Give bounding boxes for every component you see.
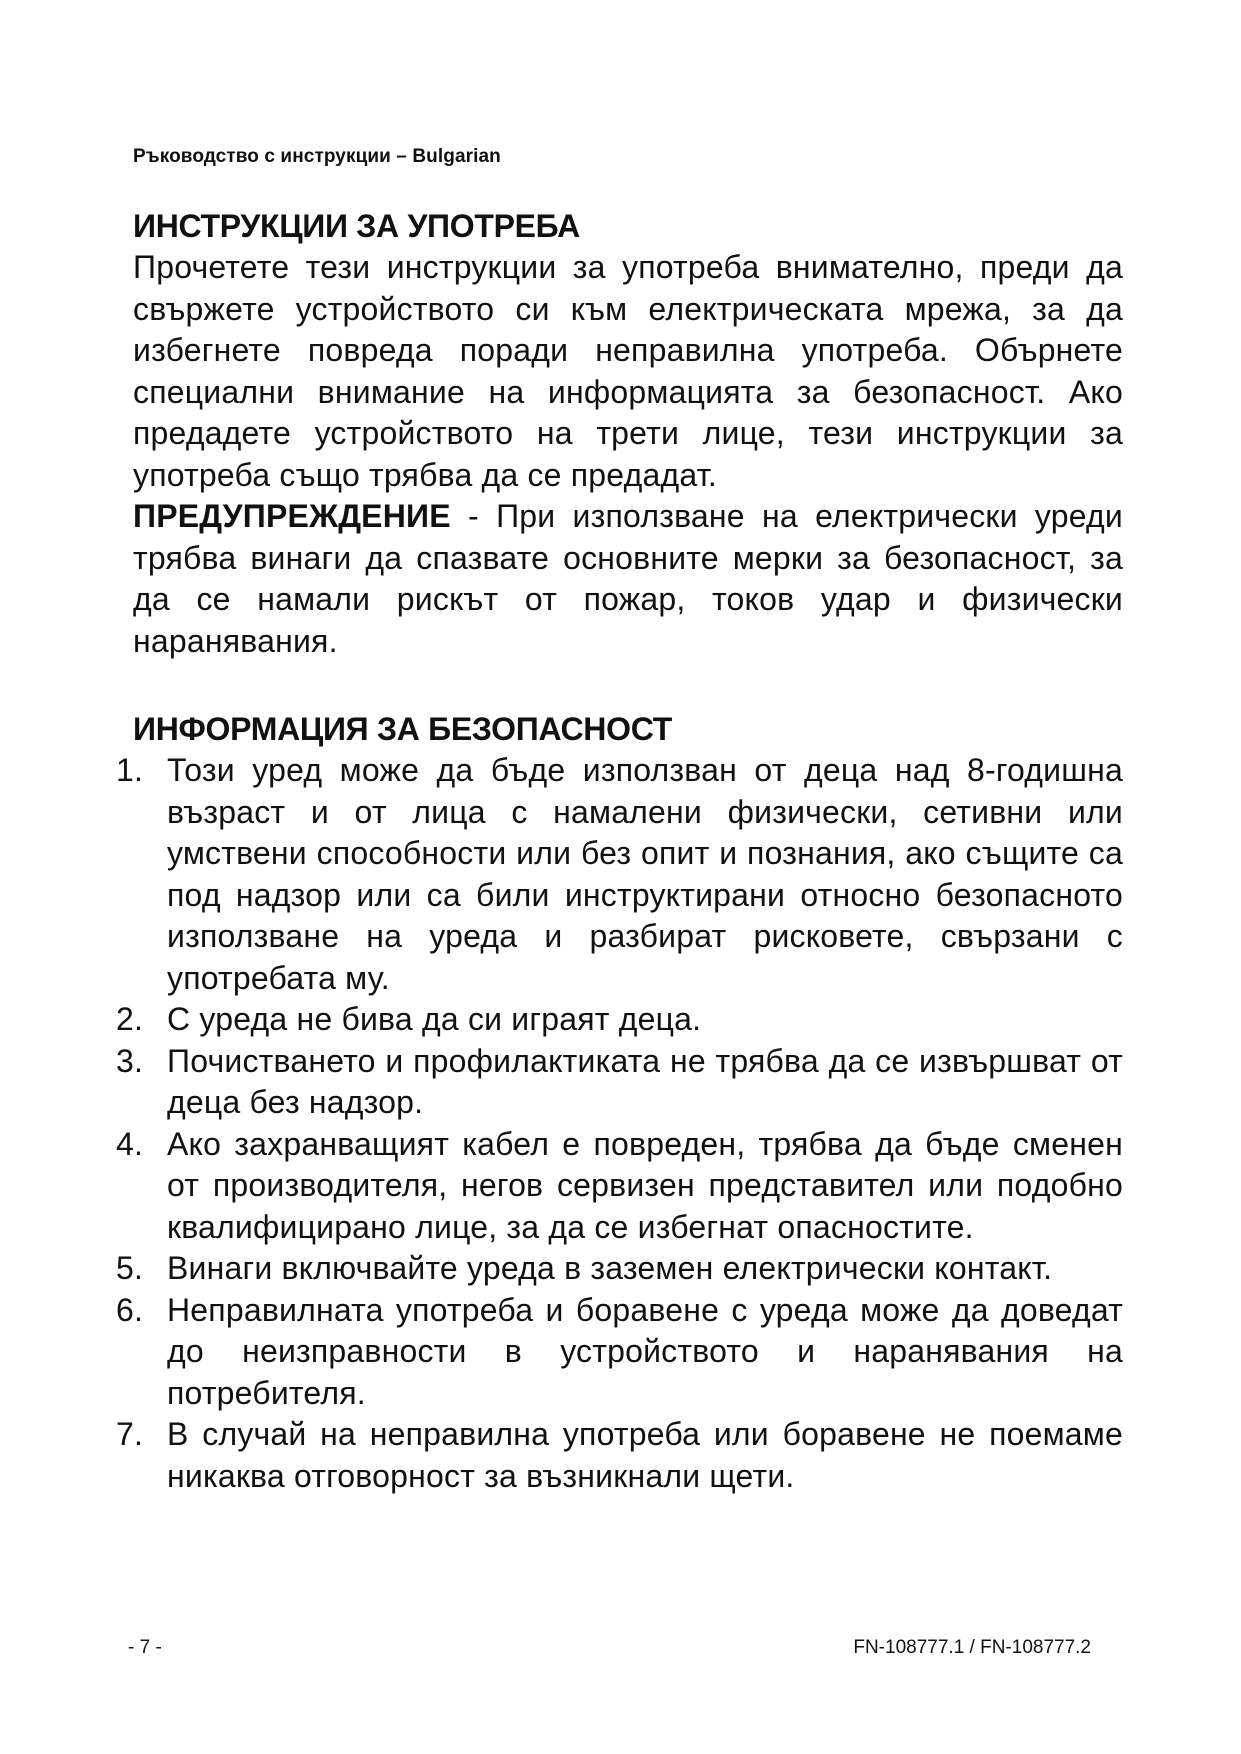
safety-item-2	[116, 999, 1123, 1041]
safety-list	[116, 750, 1123, 1497]
page-number: - 7 -	[128, 1637, 162, 1658]
safety-item-4	[116, 1124, 1123, 1249]
safety-item-text: С уреда не бива да си играят деца.	[167, 1001, 702, 1037]
safety-item-number: 2.	[116, 1001, 144, 1037]
safety-item-6	[116, 1290, 1123, 1415]
instructions-title: ИНСТРУКЦИИ ЗА УПОТРЕБА	[133, 208, 580, 244]
section-spacer	[133, 662, 1123, 708]
safety-item-text: Неправилната употреба и боравене с уреда може да доведат до неизправности в устройството и наранявания на потребителя.	[167, 1291, 1123, 1411]
safety-item-text: Почистването и профилактиката не трябва да се извършват от деца без надзор.	[167, 1042, 1123, 1120]
warning-label: ПРЕДУПРЕЖДЕНИЕ	[133, 498, 451, 534]
page-content	[116, 205, 1123, 1497]
safety-item-number: 6.	[116, 1291, 144, 1328]
safety-item-text: Винаги включвайте уреда в заземен електрически контакт.	[167, 1250, 1053, 1286]
instructions-intro: Прочетете тези инструкции за употреба внимателно, преди да свържете устройството си към електрическата мрежа, за да избегнете повреда поради неправилна употреба. Обърнете специални внимание на информацията за безопасност. Ако предадете устройството на трети лице, тези инструкции за употреба също трябва да се предадат.	[133, 249, 1123, 493]
model-number: FN-108777.1 / FN-108777.2	[853, 1637, 1091, 1658]
manual-header-label: Ръководство с инструкции – Bulgarian	[133, 146, 501, 167]
safety-item-3	[116, 1041, 1123, 1124]
safety-item-number: 5.	[116, 1250, 144, 1286]
safety-item-5	[116, 1248, 1123, 1290]
safety-item-text: Този уред може да бъде използван от деца над 8-годишна възраст и от лица с намалени физически, сетивни или умствени способности или без опит и познания, ако същите са под надзор или са били инструктирани относно безопасното използване на уреда и разбират рисковете, свързани с употребата му.	[167, 752, 1123, 996]
safety-item-text: Ако захранващият кабел е повреден, трябва да бъде сменен от производителя, негов сервизен представител или подобно квалифицирано лице, за да се избегнат опасностите.	[167, 1125, 1123, 1245]
warning-paragraph	[133, 496, 1123, 662]
safety-title: ИНФОРМАЦИЯ ЗА БЕЗОПАСНОСТ	[133, 711, 672, 747]
safety-item-number: 7.	[116, 1416, 144, 1452]
safety-item-number: 1.	[116, 752, 144, 788]
safety-item-number: 3.	[116, 1042, 144, 1079]
safety-item-7	[116, 1414, 1123, 1497]
safety-item-1	[116, 750, 1123, 999]
safety-item-text: В случай на неправилна употреба или боравене не поемаме никаква отговорност за възникнали щети.	[167, 1416, 1123, 1494]
warning-text: - При използване на електрически уреди трябва винаги да спазвате основните мерки за безопасност, за да се намали рискът от пожар, токов удар и физически наранявания.	[133, 498, 1123, 659]
safety-item-number: 4.	[116, 1125, 144, 1162]
